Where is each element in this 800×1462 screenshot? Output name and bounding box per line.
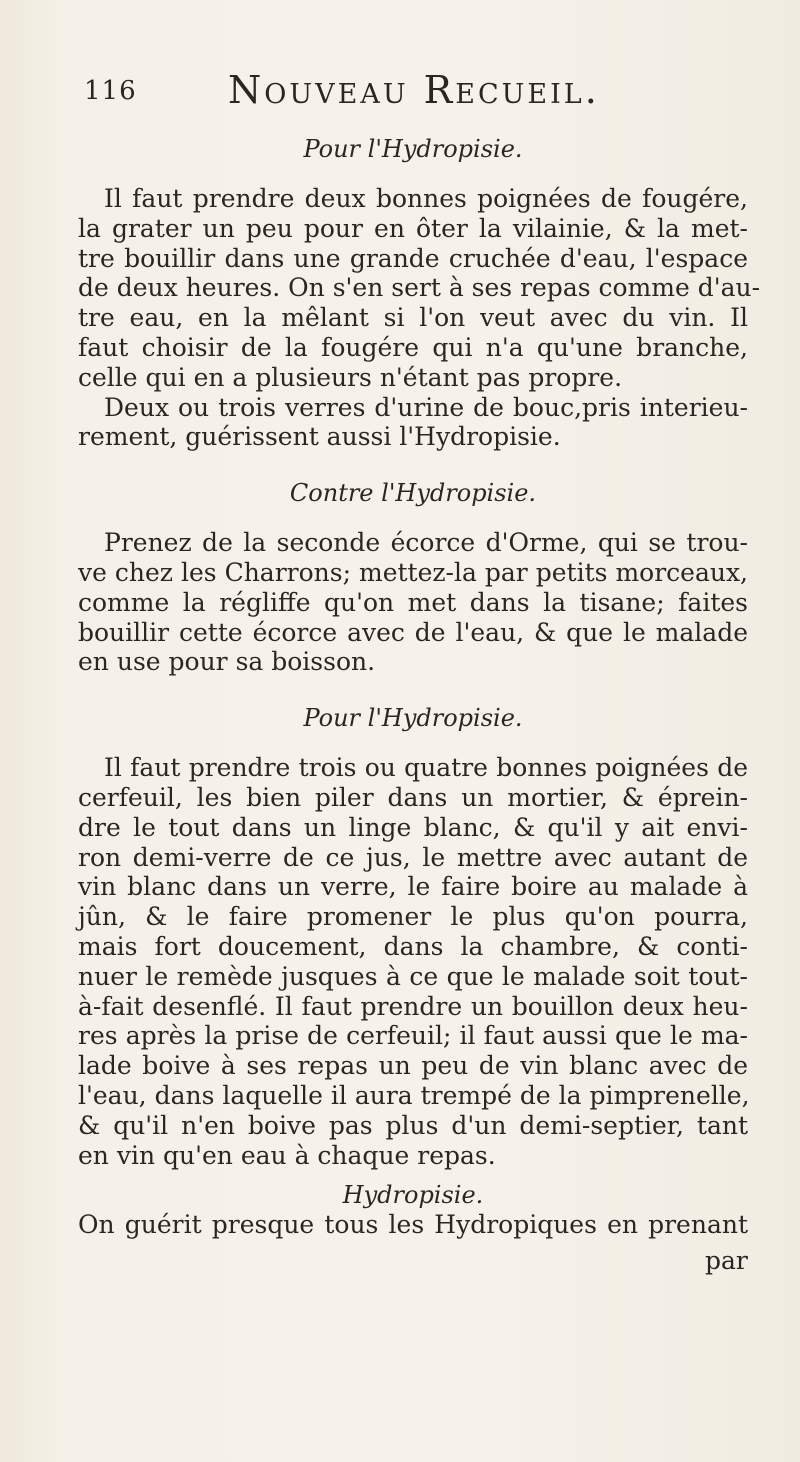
text-line: lade boive à ses repas un peu de vin blanc avec de (78, 1051, 748, 1081)
text-line: mais fort doucement, dans la chambre, & conti- (78, 931, 748, 961)
section-heading: Pour l'Hydropisie. (303, 135, 523, 163)
text-line: nuer le remède jusques à ce que le malade soit tout- (78, 961, 748, 991)
section-heading: Pour l'Hydropisie. (303, 704, 523, 733)
section-heading: Hydropisie. (342, 1181, 484, 1210)
text-line: celle qui en a plusieurs n'étant pas propre. (78, 362, 623, 392)
text-line: jûn, & le faire promener le plus qu'on pourra, (78, 902, 748, 932)
paragraph (78, 184, 761, 393)
text-line: Prenez de la seconde écorce d'Orme, qui se trou- (104, 528, 748, 558)
text-line: l'eau, dans laquelle il aura trempé de la pimprenelle, (78, 1080, 750, 1110)
running-title: Nouveau Recueil. (228, 68, 600, 112)
text-line: cerfeuil, les bien piler dans un mortier, & éprein- (78, 782, 748, 812)
text-line: res après la prise de cerfeuil; il faut aussi que le ma- (78, 1021, 748, 1051)
text-line: de deux heures. On s'en sert à ses repas comme d'au- (78, 273, 761, 303)
text-line: comme la régliffe qu'on met dans la tisane; faites (78, 587, 748, 617)
text-line: Il faut prendre trois ou quatre bonnes poignées de (104, 753, 748, 783)
text-line: ron demi-verre de ce jus, le mettre avec autant de (78, 842, 748, 872)
paragraph (78, 753, 748, 1170)
text-line: ve chez les Charrons; mettez-la par petits morceaux, (78, 557, 748, 587)
text-line: en vin qu'en eau à chaque repas. (78, 1140, 496, 1170)
paragraph (78, 528, 748, 677)
page-body (78, 134, 761, 1260)
text-line: & qu'il n'en boive pas plus d'un demi-septier, tant (78, 1110, 748, 1140)
text-line: Il faut prendre deux bonnes poignées de fougére, (104, 184, 748, 213)
text-line: rement, guérissent aussi l'Hydropisie. (78, 422, 561, 452)
section-heading: Contre l'Hydropisie. (289, 479, 537, 508)
text-line: bouillir cette écorce avec de l'eau, & que le malade (78, 617, 748, 647)
page-number: 116 (84, 76, 137, 106)
text-line: tre bouillir dans une grande cruchée d'eau, l'espace (78, 243, 748, 273)
paragraph (78, 393, 748, 453)
paragraph (78, 1210, 748, 1240)
catchword: par (705, 1246, 748, 1275)
text-line: faut choisir de la fougére qui n'a qu'une branche, (78, 332, 748, 362)
text-line: vin blanc dans un verre, le faire boire au malade à (78, 872, 748, 902)
text-line: dre le tout dans un linge blanc, & qu'il y ait envi- (78, 812, 748, 842)
text-line: en use pour sa boisson. (78, 647, 376, 677)
text-line: à-fait desenflé. Il faut prendre un bouillon deux heu- (78, 991, 748, 1021)
text-line: la grater un peu pour en ôter la vilainie, & la met- (78, 213, 748, 243)
text-line: Deux ou trois verres d'urine de bouc,pris interieu- (104, 392, 748, 422)
text-line: tre eau, en la mêlant si l'on veut avec du vin. Il (78, 303, 748, 333)
text-line: On guérit presque tous les Hydropiques en prenant (78, 1210, 748, 1240)
page-header (80, 68, 720, 116)
